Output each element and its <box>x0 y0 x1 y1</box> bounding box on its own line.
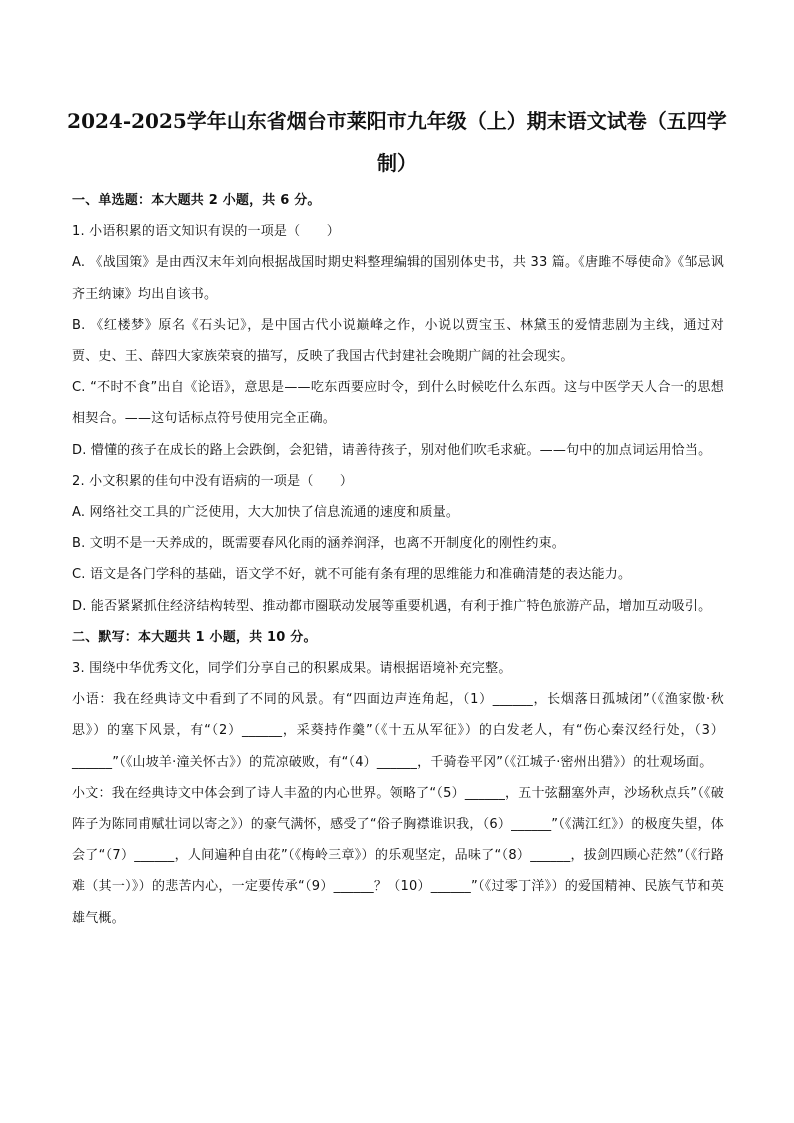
question-3-paragraph-xiaowen: 小文：我在经典诗文中体会到了诗人丰盈的内心世界。领略了“（5）______，五十弦翻塞外声，沙场秋点兵”（《破阵子为陈同甫赋壮词以寄之》）的豪气满怀，感受了“俗子胸襟谁识我，（6）______”（《满江红》）的极度失望，体会了“（7）______，人间遍种自由花”（《梅岭三章》）的乐观坚定，品味了“（8）______，拔剑四顾心茫然”（《行路难（其一）》）的悲苦内心，一定要传承“（9）______？（10）______”（《过零丁洋》）的爱国精神、民族气节和英雄气概。 <box>72 785 724 926</box>
document-body <box>72 185 724 934</box>
section-heading-dictation: 二、默写：本大题共 1 小题，共 10 分。 <box>72 629 317 645</box>
question-2-option-a: A. 网络社交工具的广泛使用，大大加快了信息流通的速度和质量。 <box>72 505 460 521</box>
question-1-option-c: C. “不时不食”出自《论语》，意思是——吃东西要应时令，到什么时候吃什么东西。这与中医学天人合一的思想相契合。——这句话标点符号使用完全正确。 <box>72 380 724 427</box>
document-title: 2024-2025学年山东省烟台市莱阳市九年级（上）期末语文试卷（五四学制） <box>67 109 727 175</box>
question-1-option-a: A. 《战国策》是由西汉末年刘向根据战国时期史料整理编辑的国别体史书，共 33 篇。《唐雎不辱使命》《邹忌讽齐王纳谏》均出自该书。 <box>72 255 724 302</box>
question-2-stem: 2. 小文积累的佳句中没有语病的一项是（ ） <box>72 473 354 489</box>
question-3-paragraph-xiaoyu: 小语：我在经典诗文中看到了不同的风景。有“四面边声连角起，（1）______，长烟落日孤城闭”（《渔家傲·秋思》）的塞下风景，有“（2）______，采葵持作羹”（《十五从军征》）的白发老人，有“伤心秦汉经行处，（3）______”（《山坡羊·潼关怀古》）的荒凉破败，有“（4）______，千骑卷平冈”（《江城子·密州出猎》）的壮观场面。 <box>72 692 724 770</box>
question-2-option-b: B. 文明不是一天养成的，既需要春风化雨的涵养润泽，也离不开制度化的刚性约束。 <box>72 536 565 552</box>
question-2-option-d: D. 能否紧紧抓住经济结构转型、推动都市圈联动发展等重要机遇，有利于推广特色旅游产品，增加互动吸引。 <box>72 598 712 614</box>
question-1-option-b: B. 《红楼梦》原名《石头记》，是中国古代小说巅峰之作，小说以贾宝玉、林黛玉的爱情悲剧为主线，通过对贾、史、王、薛四大家族荣衰的描写，反映了我国古代封建社会晚期广阔的社会现实。 <box>72 317 724 365</box>
question-3-stem: 3. 围绕中华优秀文化，同学们分享自己的积累成果。请根据语境补充完整。 <box>72 661 512 677</box>
question-1-option-d: D. 懵懂的孩子在成长的路上会跌倒，会犯错，请善待孩子，别对他们吹毛求疵。——句中的加点词运用恰当。 <box>72 442 712 458</box>
question-1-stem: 1. 小语积累的语文知识有误的一项是（ ） <box>72 224 340 240</box>
question-2-option-c: C. 语文是各门学科的基础，语文学不好，就不可能有条有理的思维能力和准确清楚的表达能力。 <box>72 567 632 583</box>
section-heading-single-choice: 一、单选题：本大题共 2 小题，共 6 分。 <box>72 193 321 208</box>
